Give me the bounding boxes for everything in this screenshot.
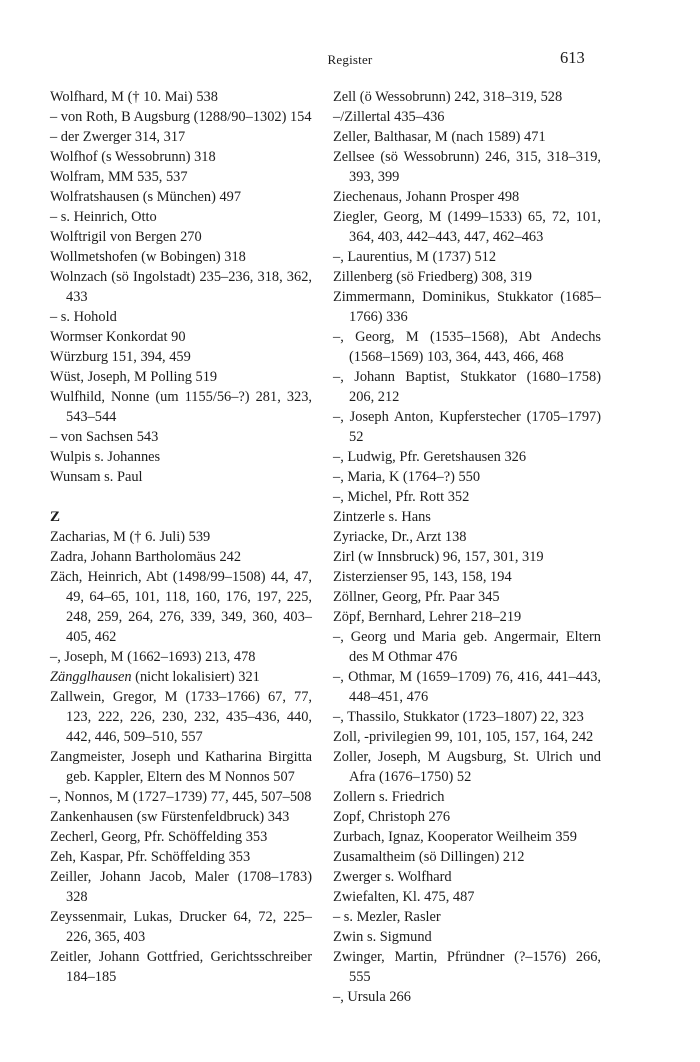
- index-subentry: – von Roth, B Augsburg (1288/90–1302) 154: [50, 109, 312, 125]
- index-entry: Wolnzach (sö Ingolstadt) 235–236, 318, 362, 433: [50, 269, 312, 305]
- index-entry: –, Ludwig, Pfr. Geretshausen 326: [333, 449, 527, 465]
- index-entry: [50, 667, 312, 687]
- index-entry: Wormser Konkordat 90: [50, 329, 186, 345]
- index-entry: Zurbach, Ignaz, Kooperator Weilheim 359: [333, 829, 577, 845]
- index-entry: Zisterzienser 95, 143, 158, 194: [333, 569, 512, 585]
- index-entry: Zeitler, Johann Gottfried, Gerichtsschreiber 184–185: [50, 949, 312, 985]
- index-entry: Zellsee (sö Wessobrunn) 246, 315, 318–319, 393, 399: [333, 149, 601, 185]
- index-entry: –, Laurentius, M (1737) 512: [333, 249, 497, 265]
- index-subentry: – s. Heinrich, Otto: [50, 209, 157, 225]
- index-entry: –, Johann Baptist, Stukkator (1680–1758) 206, 212: [333, 369, 601, 405]
- index-subentry: – der Zwerger 314, 317: [50, 129, 186, 145]
- index-entry: Zadra, Johann Bartholomäus 242: [50, 549, 242, 565]
- index-entry: Ziechenaus, Johann Prosper 498: [333, 189, 520, 205]
- index-entry: Zecherl, Georg, Pfr. Schöffelding 353: [50, 829, 268, 845]
- index-entry: Zyriacke, Dr., Arzt 138: [333, 529, 467, 545]
- index-subentry: –/Zillertal 435–436: [333, 109, 445, 125]
- section-gap: [50, 487, 312, 507]
- index-entry: Zopf, Christoph 276: [333, 809, 451, 825]
- index-entry: Zwerger s. Wolfhard: [333, 869, 452, 885]
- index-subentry: – s. Mezler, Rasler: [333, 909, 441, 925]
- index-column-right: [333, 87, 601, 1007]
- index-entry: Zeh, Kaspar, Pfr. Schöffelding 353: [50, 849, 251, 865]
- index-entry: –, Thassilo, Stukkator (1723–1807) 22, 323: [333, 709, 584, 725]
- index-entry: Wolftrigil von Bergen 270: [50, 229, 202, 245]
- index-entry: Zöllner, Georg, Pfr. Paar 345: [333, 589, 500, 605]
- index-entry: Zimmermann, Dominikus, Stukkator (1685–1766) 336: [333, 289, 601, 325]
- index-entry: Wolfram, MM 535, 537: [50, 169, 188, 185]
- index-entry: Zankenhausen (sw Fürstenfeldbruck) 343: [50, 809, 290, 825]
- index-entry: Wollmetshofen (w Bobingen) 318: [50, 249, 246, 265]
- index-entry: –, Nonnos, M (1727–1739) 77, 445, 507–508: [50, 789, 312, 805]
- index-entry: Zillenberg (sö Friedberg) 308, 319: [333, 269, 532, 285]
- index-entry: Zeller, Balthasar, M (nach 1589) 471: [333, 129, 546, 145]
- index-entry: Zwin s. Sigmund: [333, 929, 432, 945]
- index-entry: –, Joseph Anton, Kupferstecher (1705–1797) 52: [333, 409, 601, 445]
- index-entry: Wolfhof (s Wessobrunn) 318: [50, 149, 216, 165]
- index-entry: –, Georg, M (1535–1568), Abt Andechs (1568–1569) 103, 364, 443, 466, 468: [333, 329, 601, 365]
- page-number: 613: [560, 48, 585, 67]
- index-entry: Wüst, Joseph, M Polling 519: [50, 369, 218, 385]
- index-entry: Zeyssenmair, Lukas, Drucker 64, 72, 225–226, 365, 403: [50, 909, 312, 945]
- index-subentry: – von Sachsen 543: [50, 429, 159, 445]
- index-entry: Ziegler, Georg, M (1499–1533) 65, 72, 101, 364, 403, 442–443, 447, 462–463: [333, 209, 601, 245]
- index-entry: –, Ursula 266: [333, 989, 411, 1005]
- index-entry: Würzburg 151, 394, 459: [50, 349, 191, 365]
- index-entry: Wolfratshausen (s München) 497: [50, 189, 242, 205]
- index-entry: Zeiller, Johann Jacob, Maler (1708–1783) 328: [50, 869, 312, 905]
- index-entry: –, Joseph, M (1662–1693) 213, 478: [50, 649, 256, 665]
- index-entry: Zoll, -privilegien 99, 101, 105, 157, 164, 242: [333, 729, 594, 745]
- index-column-left: [50, 87, 312, 987]
- index-entry: Zöpf, Bernhard, Lehrer 218–219: [333, 609, 522, 625]
- index-entry: Zangmeister, Joseph und Katharina Birgitta geb. Kappler, Eltern des M Nonnos 507: [50, 749, 312, 785]
- index-entry: Zwiefalten, Kl. 475, 487: [333, 889, 475, 905]
- index-entry: Zusamaltheim (sö Dillingen) 212: [333, 849, 525, 865]
- index-entry-detail: (nicht lokalisiert) 321: [131, 669, 260, 685]
- index-entry-place: Zängglhausen: [50, 669, 132, 685]
- index-entry: Wulpis s. Johannes: [50, 449, 161, 465]
- index-entry: –, Maria, K (1764–?) 550: [333, 469, 481, 485]
- index-entry: Wunsam s. Paul: [50, 469, 143, 485]
- running-head: Register: [327, 52, 373, 67]
- index-entry: –, Michel, Pfr. Rott 352: [333, 489, 470, 505]
- index-entry: Zintzerle s. Hans: [333, 509, 431, 525]
- index-entry: Wolfhard, M († 10. Mai) 538: [50, 89, 218, 105]
- index-entry: Zoller, Joseph, M Augsburg, St. Ulrich und Afra (1676–1750) 52: [333, 749, 601, 785]
- index-entry: Zirl (w Innsbruck) 96, 157, 301, 319: [333, 549, 544, 565]
- index-entry: Wulfhild, Nonne (um 1155/56–?) 281, 323, 543–544: [50, 389, 312, 425]
- index-entry: Zollern s. Friedrich: [333, 789, 445, 805]
- index-subentry: – s. Hohold: [50, 309, 117, 325]
- index-entry: Zäch, Heinrich, Abt (1498/99–1508) 44, 47, 49, 64–65, 101, 118, 160, 176, 197, 225, 248, 259, 264, 276, 339, 349, 360, 403–405, 462: [50, 569, 312, 645]
- section-letter: Z: [50, 509, 61, 525]
- index-entry: Zacharias, M († 6. Juli) 539: [50, 529, 211, 545]
- index-entry: Zallwein, Gregor, M (1733–1766) 67, 77, 123, 222, 226, 230, 232, 435–436, 440, 442, 446, 509–510, 557: [50, 689, 312, 745]
- index-entry: –, Othmar, M (1659–1709) 76, 416, 441–443, 448–451, 476: [333, 669, 601, 705]
- index-entry: –, Georg und Maria geb. Angermair, Eltern des M Othmar 476: [333, 629, 601, 665]
- index-entry: Zwinger, Martin, Pfründner (?–1576) 266, 555: [333, 949, 601, 985]
- index-entry: Zell (ö Wessobrunn) 242, 318–319, 528: [333, 89, 563, 105]
